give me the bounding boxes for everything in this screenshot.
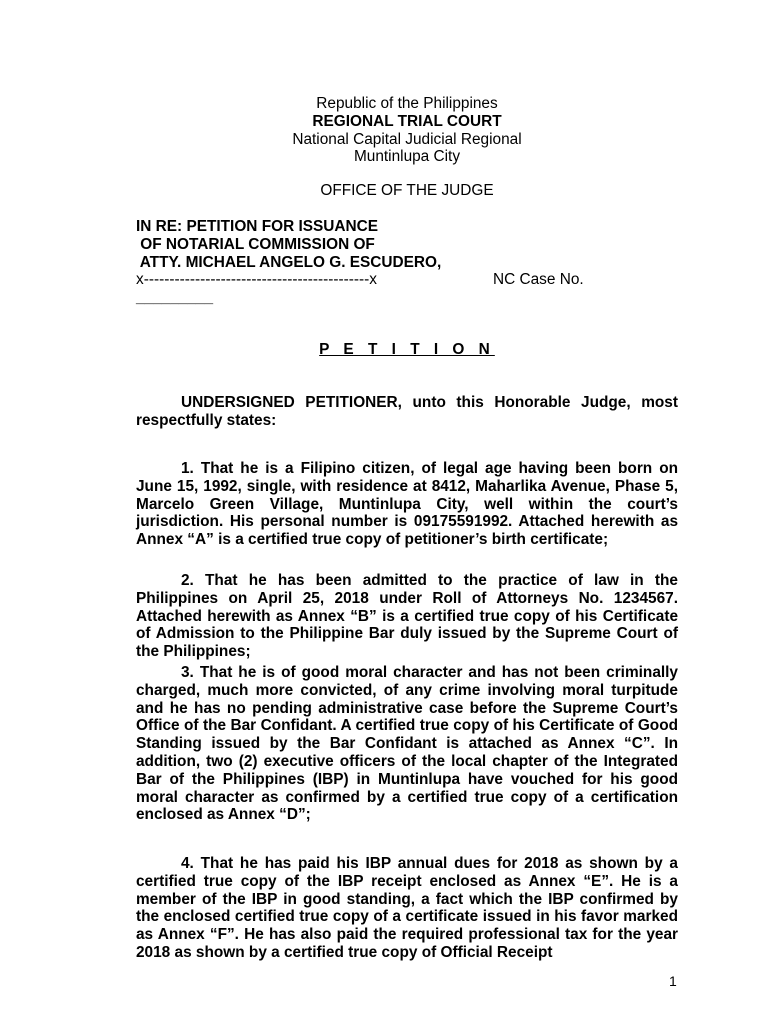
case-caption <box>136 218 441 271</box>
paragraph-4-text: 4. That he has paid his IBP annual dues for 2018 as shown by a certified true copy of the IBP receipt enclosed as Annex “E”. He is a member of the IBP in good standing, a fact which the IBP confirmed by the enclosed certified true copy of a certificate issued in his favor marked as Annex “F”. He has also paid the required professional tax for the year 2018 as shown by a certified true copy of Official Receipt <box>136 855 678 961</box>
paragraph-4 <box>136 855 678 962</box>
paragraph-2 <box>136 572 678 661</box>
case-number-label: NC Case No. <box>493 271 584 288</box>
caption-line-2: OF NOTARIAL COMMISSION OF <box>136 235 375 253</box>
paragraph-3 <box>136 664 678 824</box>
court-name: REGIONAL TRIAL COURT <box>312 112 502 130</box>
document-title: P E T I T I O N <box>319 341 495 358</box>
paragraph-2-text: 2. That he has been admitted to the practice of law in the Philippines on April 25, 2018 under Roll of Attorneys No. 1234567. Attached herewith as Annex “B” is a certified true copy of his Certificate of Admission to the Philippine Bar duly issued by the Supreme Court of the Philippines; <box>136 572 678 661</box>
republic-line: Republic of the Philippines <box>316 95 498 112</box>
city-line: Muntinlupa City <box>353 148 461 166</box>
intro-paragraph <box>136 394 678 430</box>
paragraph-3-text: 3. That he is of good moral character and has not been criminally charged, much more convicted, of any crime involving moral turpitude and he has no pending administrative case before the Supreme Court’s Office of the Bar Confidant. A certified true copy of his Certificate of Good Standing issued by the Bar Confidant is attached as Annex “C”. In addition, two (2) executive officers of the local chapter of the Integrated Bar of the Philippines (IBP) in Muntinlupa have vouched for his good moral character as confirmed by a certified true copy of a certification enclosed as Annex “D”; <box>136 664 678 824</box>
caption-line-1: IN RE: PETITION FOR ISSUANCE <box>136 218 378 235</box>
office-line: OFFICE OF THE JUDGE <box>320 182 494 199</box>
caption-line-3: ATTY. MICHAEL ANGELO G. ESCUDERO, <box>136 253 442 271</box>
region-line: National Capital Judicial Regional <box>292 130 522 148</box>
paragraph-1-text: 1. That he is a Filipino citizen, of legal age having been born on June 15, 1992, single, with residence at 8412, Maharlika Avenue, Phase 5, Marcelo Green Village, Muntinlupa City, well within the court’s jurisdiction. His personal number is 09175591992. Attached herewith as Annex “A” is a certified true copy of petitioner’s birth certificate; <box>136 460 678 549</box>
intro-text: UNDERSIGNED PETITIONER, unto this Honorable Judge, most respectfully states: <box>136 394 678 429</box>
paragraph-1 <box>136 460 678 549</box>
page-number: 1 <box>669 973 677 989</box>
caption-separator: x--------------------------------------------x <box>136 271 377 288</box>
court-header <box>136 95 678 166</box>
case-number-blank: _________ <box>136 289 214 306</box>
